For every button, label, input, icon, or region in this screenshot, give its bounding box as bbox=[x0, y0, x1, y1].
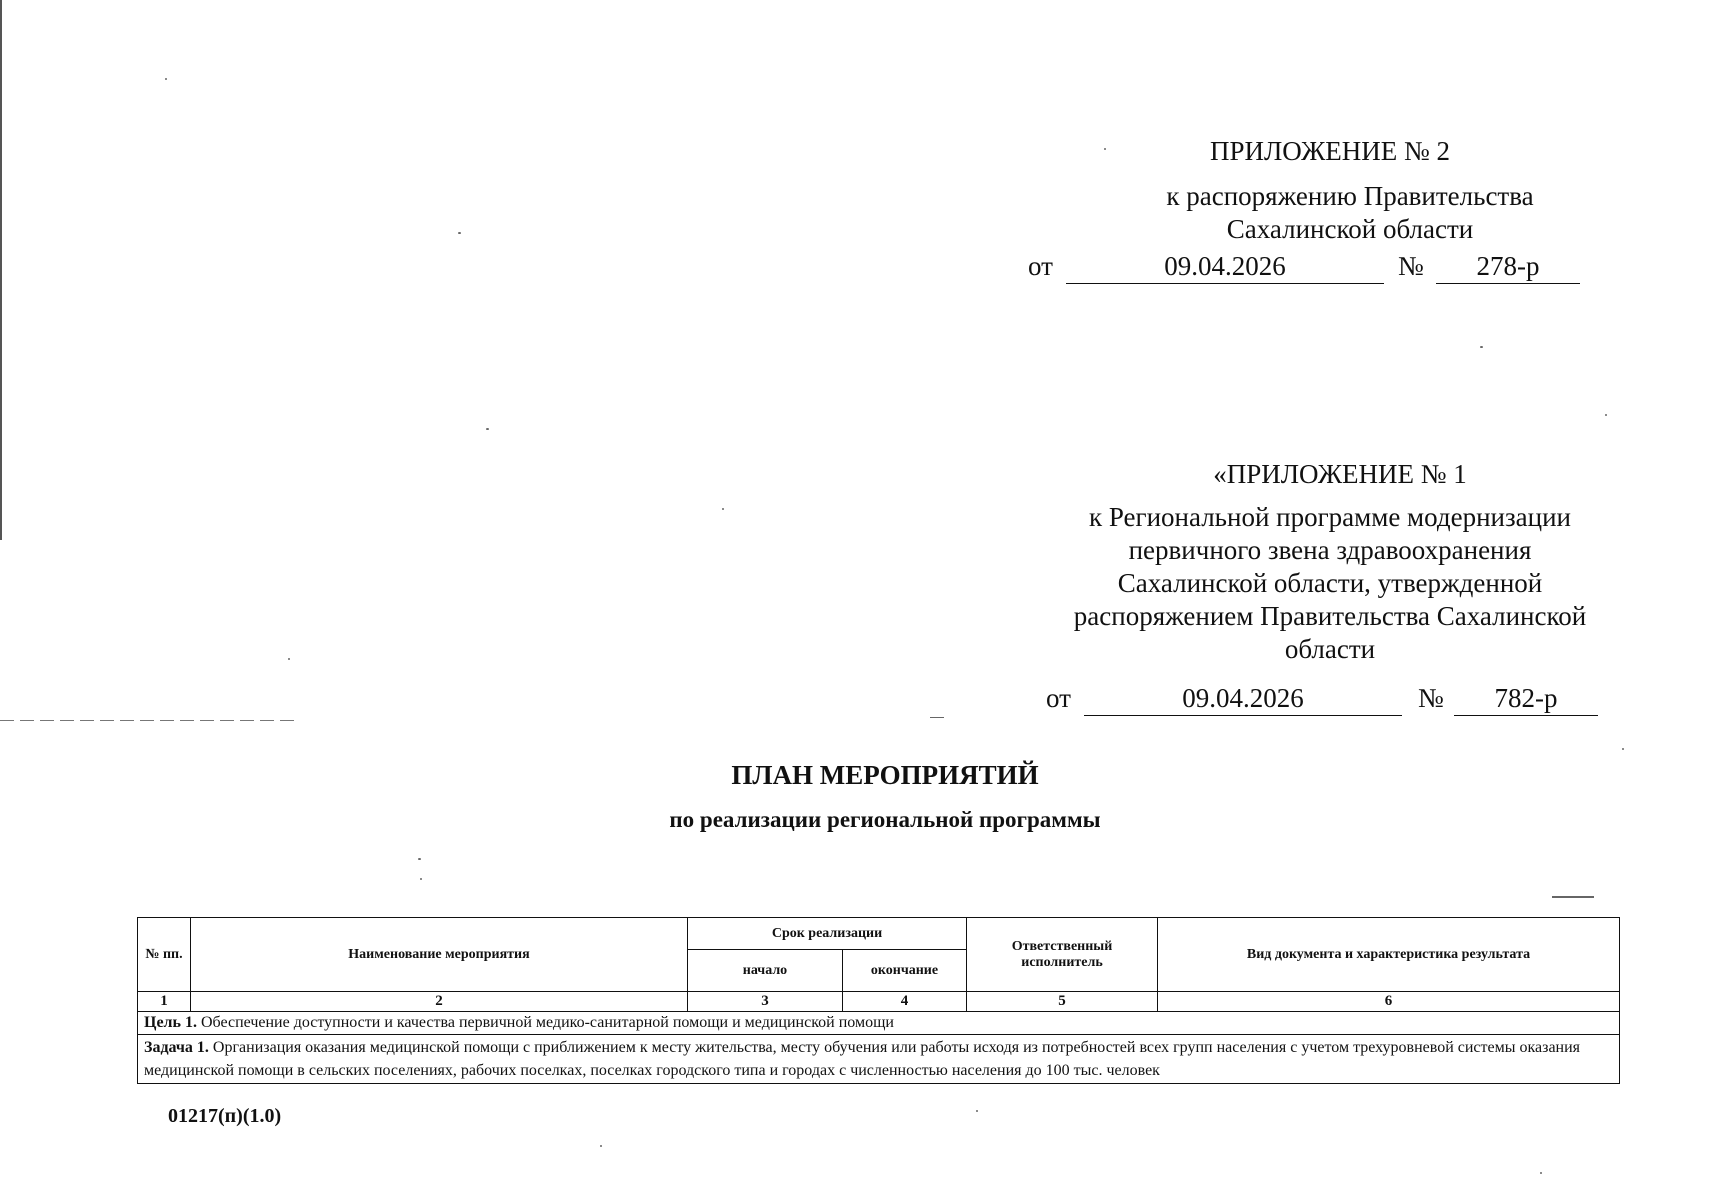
number-value: 278-р bbox=[1436, 251, 1580, 284]
column-number: 4 bbox=[843, 992, 967, 1012]
goal-text: Обеспечение доступности и качества первичной медико-санитарной помощи и медицинской помощи bbox=[196, 1014, 894, 1031]
goal-label: Цель 1. bbox=[144, 1014, 197, 1031]
scan-speck bbox=[1622, 748, 1624, 750]
scan-speck bbox=[1480, 346, 1483, 348]
appendix-2-title: ПРИЛОЖЕНИЕ № 2 bbox=[1209, 136, 1451, 166]
column-number: 6 bbox=[1158, 992, 1620, 1012]
appendix-1-date-line bbox=[1046, 683, 1606, 719]
scan-speck bbox=[418, 858, 421, 860]
appendix-1-line: Сахалинской области, утвержденной bbox=[1117, 568, 1543, 598]
appendix-2-line: Сахалинской области bbox=[1226, 214, 1474, 244]
appendix-1-header bbox=[1030, 458, 1630, 666]
goal-cell bbox=[138, 1012, 1620, 1035]
appendix-2-date-line bbox=[1028, 251, 1588, 287]
header-executor: Ответственный исполнитель bbox=[967, 918, 1158, 992]
number-prefix: № bbox=[1418, 683, 1444, 713]
appendix-1-title: «ПРИЛОЖЕНИЕ № 1 bbox=[1213, 459, 1467, 489]
column-number: 5 bbox=[967, 992, 1158, 1012]
scan-speck bbox=[722, 508, 724, 510]
goal-row bbox=[138, 1012, 1620, 1035]
appendix-2-header bbox=[1010, 135, 1600, 246]
header-start: начало bbox=[688, 950, 843, 992]
task-text: Организация оказания медицинской помощи с приближением к месту жительства, месту обучения или работы исходя из потребностей всех групп населения с учетом трехуровневой системы оказания медицинской помощи в сельских поселениях, рабочих поселках, поселках городского типа и городах с численностью населения до 100 тыс. человек bbox=[144, 1039, 1581, 1079]
header-number: № пп. bbox=[138, 918, 191, 992]
scan-speck bbox=[1540, 1172, 1542, 1174]
plan-subtitle: по реализации региональной программы bbox=[669, 807, 1101, 832]
task-label: Задача 1. bbox=[144, 1039, 209, 1056]
scan-speck bbox=[165, 78, 167, 80]
appendix-2-line: к распоряжению Правительства bbox=[1166, 181, 1534, 211]
column-number-row bbox=[138, 992, 1620, 1012]
number-value: 782-р bbox=[1454, 683, 1598, 716]
scan-speck bbox=[486, 428, 489, 430]
date-prefix: от bbox=[1028, 251, 1053, 281]
column-number: 1 bbox=[138, 992, 191, 1012]
header-term: Срок реализации bbox=[688, 918, 967, 950]
appendix-1-line: распоряжением Правительства Сахалинской bbox=[1073, 601, 1587, 631]
task-row bbox=[138, 1035, 1620, 1084]
column-number: 2 bbox=[191, 992, 688, 1012]
header-end: окончание bbox=[843, 950, 967, 992]
date-value: 09.04.2026 bbox=[1066, 251, 1384, 284]
appendix-1-line: области bbox=[1284, 634, 1376, 664]
scan-speck bbox=[976, 1110, 978, 1112]
scan-speck bbox=[458, 232, 461, 234]
header-name: Наименование мероприятия bbox=[191, 918, 688, 992]
scan-speck bbox=[1605, 414, 1607, 416]
scan-speck bbox=[600, 1145, 602, 1147]
plan-title: ПЛАН МЕРОПРИЯТИЙ bbox=[731, 760, 1039, 790]
scan-speck bbox=[1552, 896, 1594, 898]
scan-speck bbox=[930, 717, 944, 718]
scan-artifact-line bbox=[0, 720, 300, 721]
appendix-1-line: первичного звена здравоохранения bbox=[1128, 535, 1532, 565]
footer-code: 01217(п)(1.0) bbox=[168, 1105, 282, 1127]
scan-edge-line bbox=[0, 0, 2, 540]
number-prefix: № bbox=[1398, 251, 1424, 281]
scan-speck bbox=[420, 878, 422, 880]
task-cell bbox=[138, 1035, 1620, 1084]
scan-speck bbox=[288, 658, 290, 660]
column-number: 3 bbox=[688, 992, 843, 1012]
date-value: 09.04.2026 bbox=[1084, 683, 1402, 716]
appendix-1-line: к Региональной программе модернизации bbox=[1089, 502, 1571, 532]
header-result: Вид документа и характеристика результата bbox=[1158, 918, 1620, 992]
plan-table bbox=[137, 917, 1620, 1084]
date-prefix: от bbox=[1046, 683, 1071, 713]
